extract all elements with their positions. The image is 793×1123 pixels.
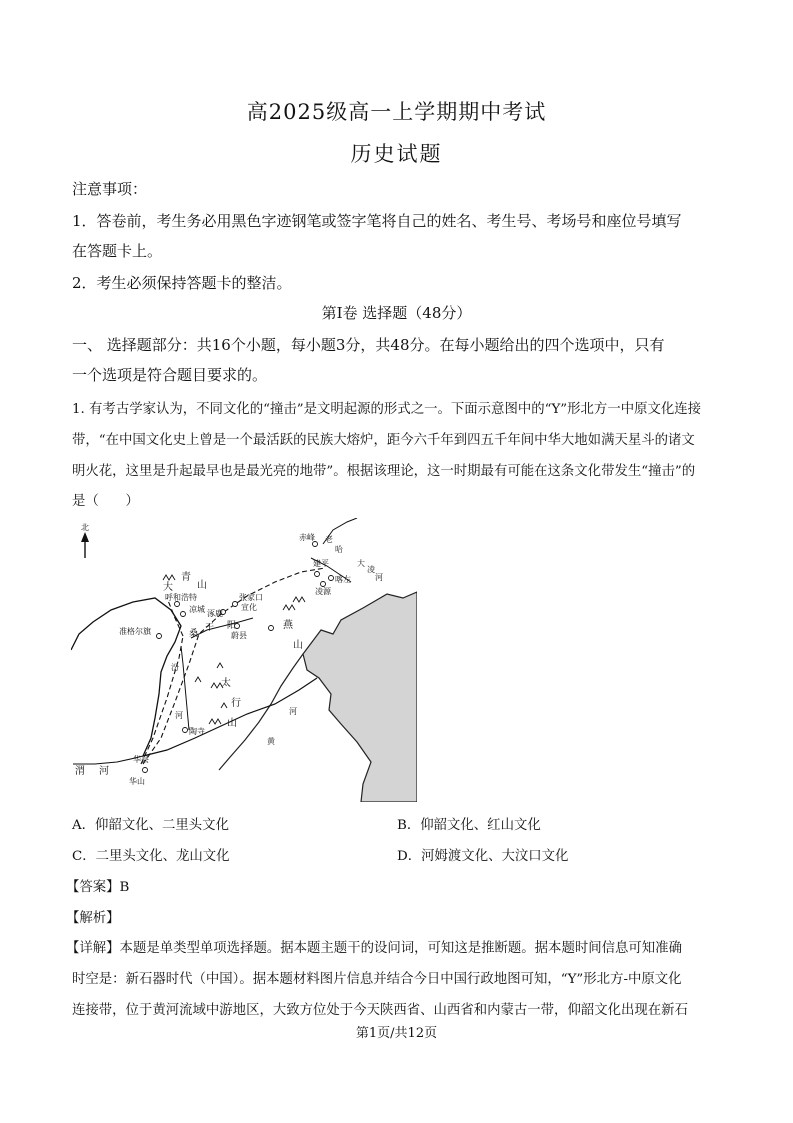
option-d: D．河姆渡文化、大汶口文化 — [397, 849, 569, 864]
label-liangcheng: 凉城 — [189, 605, 205, 614]
label-huashan: 华山 — [129, 777, 145, 786]
question-1-stem: 1. 有考古学家认为，不同文化的“撞击”是文明起源的形式之一。下面示意图中的“Y”形北方一中原文化连接 — [72, 402, 702, 417]
answer: 【答案】B — [66, 880, 130, 895]
label-chifeng: 赤峰 — [299, 533, 315, 542]
label-shan: 山 — [197, 580, 207, 591]
label-fen: 汾 — [171, 663, 179, 672]
label-ha: 哈 — [335, 545, 343, 554]
label-tai: 太 — [221, 678, 231, 689]
label-xuanhua: 宣化 — [241, 603, 257, 612]
notice-heading: 注意事项： — [72, 180, 148, 198]
label-da2: 大 — [357, 559, 365, 568]
label-lingyuan: 凌源 — [315, 587, 331, 596]
label-he: 河 — [175, 711, 183, 720]
yellow-river — [71, 598, 181, 756]
section-title: 第Ⅰ卷 选择题（48分） — [321, 304, 472, 322]
label-zhangjiakou: 张家口 — [239, 593, 263, 602]
section-intro: 一、 选择题部分：共16个小题，每小题3分，共48分。在每小题给出的四个选项中，只有 — [72, 336, 665, 354]
label-hohhot: 呼和浩特 — [165, 593, 197, 602]
label-qing: 青 — [181, 572, 191, 583]
page-number: 第1页/共12页 — [355, 1026, 438, 1041]
label-zhungeer: 准格尔旗 — [119, 627, 151, 636]
notice-item-1: 1．答卷前，考生务必用黑色字迹钢笔或签字笔将自己的姓名、考生号、考场号和座位号填写 — [72, 212, 682, 230]
label-huang: 黄 — [267, 737, 275, 746]
option-a: A．仰韶文化、二里头文化 — [72, 818, 229, 833]
label-gan: 干 — [205, 623, 215, 633]
exam-title: 高2025级高一上学期期中考试 — [246, 100, 547, 124]
notice-item-1-cont: 在答题卡上。 — [72, 242, 163, 260]
question-1-stem-2: 带，“在中国文化史上曾是一个最活跃的民族大熔炉，距今六千年到四五千年间中华大地如满天星斗的诸文 — [72, 433, 695, 448]
lower-yellow-river — [143, 678, 317, 756]
label-he3: 河 — [99, 766, 109, 777]
label-ling: 凌 — [367, 565, 375, 574]
label-wei: 渭 — [75, 766, 85, 777]
label-weixian: 蔚县 — [231, 631, 247, 640]
label-he2: 河 — [289, 707, 297, 716]
label-shan2: 山 — [293, 640, 303, 651]
label-jianping: 建平 — [313, 559, 329, 568]
question-1-stem-3: 明火花，这里是升起最早也是最光亮的地带”。根据该理论，这一时期最有可能在这条文化带发生“撞击”的 — [72, 464, 696, 479]
label-taosi: 陶寺 — [189, 727, 205, 736]
question-1-stem-4: 是（ ） — [72, 494, 139, 509]
detail-line-1: 【详解】本题是单类型单项选择题。据本题主题干的设问词，可知这是推断题。据本题时间信息可知准确 — [66, 941, 682, 956]
north-label: 北 — [81, 523, 89, 532]
option-c: C．二里头文化、龙山文化 — [72, 849, 230, 864]
label-da: 大 — [163, 582, 173, 593]
culture-belt-map — [71, 518, 417, 802]
label-yan: 燕 — [283, 620, 293, 631]
notice-item-2: 2．考生必须保持答题卡的整洁。 — [72, 274, 292, 292]
section-intro-cont: 一个选项是符合题目要求的。 — [72, 366, 268, 384]
label-kazuo: 喀左 — [335, 575, 351, 584]
label-shan3: 山 — [227, 718, 237, 729]
label-xing: 行 — [231, 698, 241, 709]
label-lao: 老 — [325, 535, 333, 544]
label-he4: 河 — [375, 573, 383, 582]
label-sang: 桑 — [189, 629, 199, 639]
label-yang: 阳 — [227, 621, 237, 631]
exam-subtitle: 历史试题 — [350, 142, 443, 166]
label-huaxian: 华县 — [133, 755, 149, 764]
label-zhuolu: 涿鹿 — [207, 609, 223, 618]
north-arrow-head — [81, 532, 89, 542]
sea-area — [303, 592, 417, 802]
option-b: B．仰韶文化、红山文化 — [397, 818, 541, 833]
detail-line-3: 连接带，位于黄河流域中游地区，大致方位处于今天陕西省、山西省和内蒙古一带，仰韶文化出现在新石 — [72, 1003, 688, 1018]
analysis-heading: 【解析】 — [66, 911, 120, 926]
detail-line-2: 时空是：新石器时代（中国）。据本题材料图片信息并结合今日中国行政地图可知，“Y”形北方-中原文化 — [72, 972, 682, 987]
